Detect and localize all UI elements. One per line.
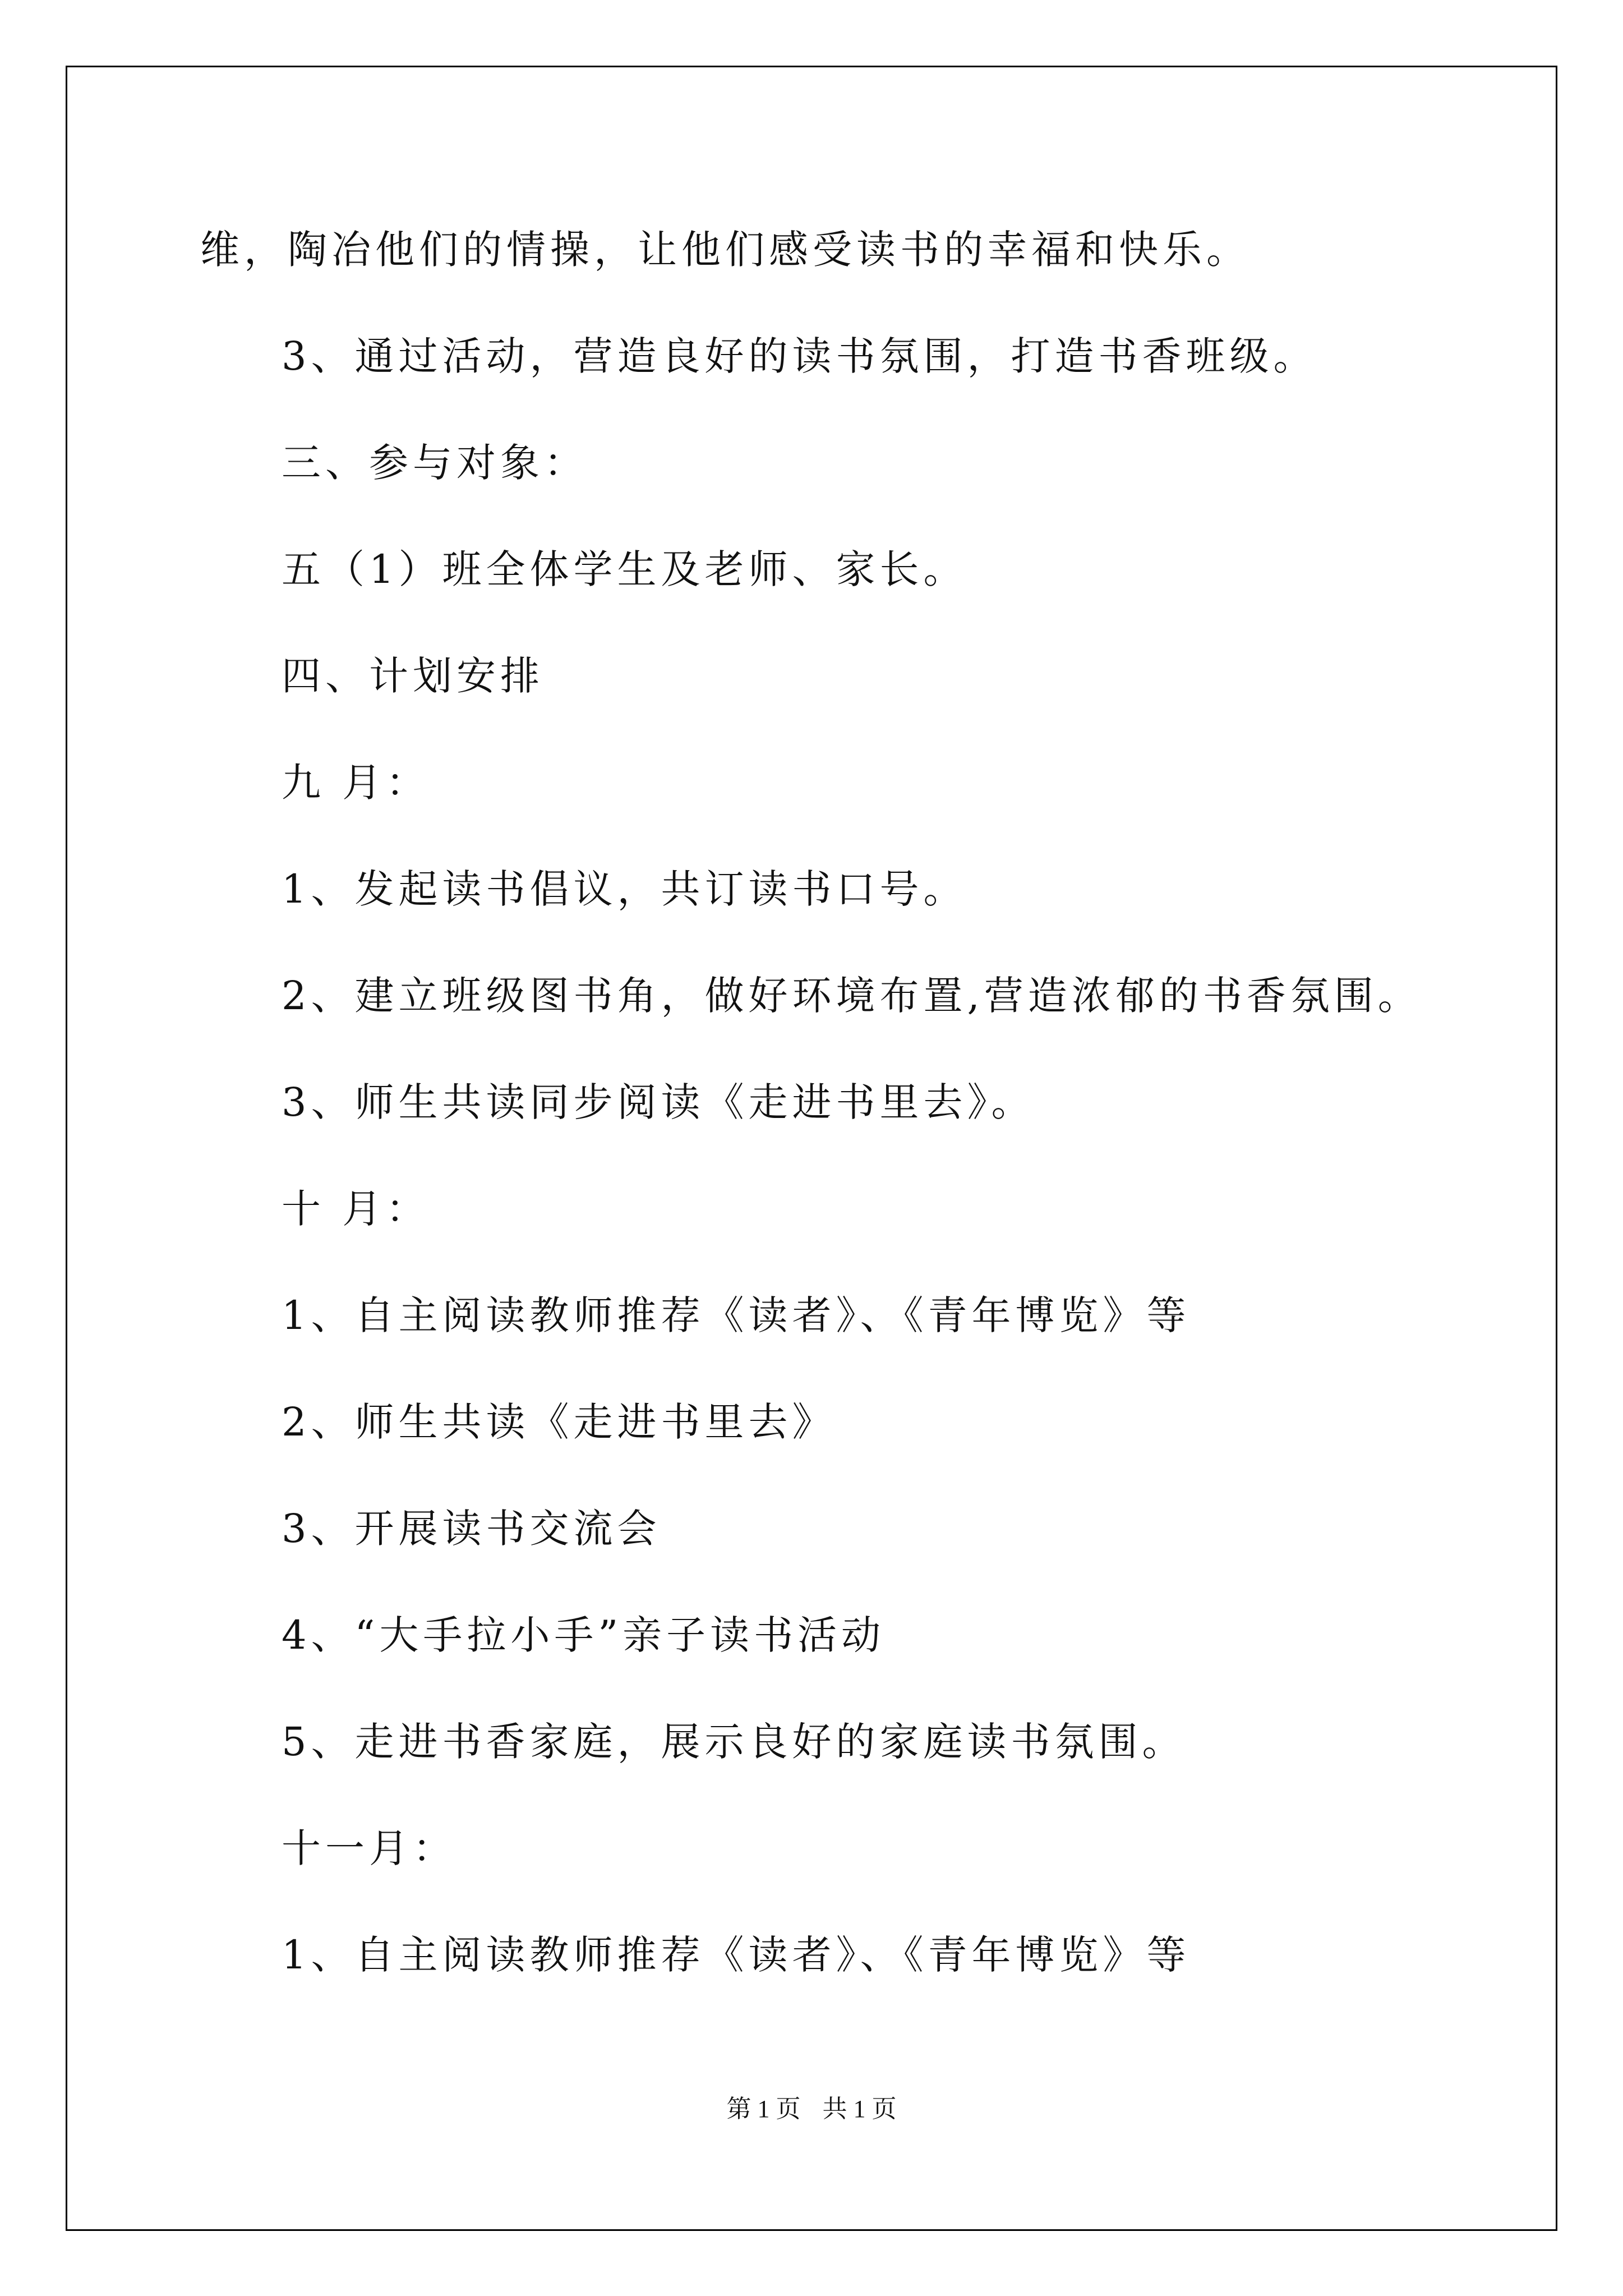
list-item: 1、发起读书倡议，共订读书口号。: [282, 866, 967, 912]
month-heading: 十一月：: [282, 1825, 457, 1871]
month-heading: 十 月：: [282, 1186, 430, 1232]
paragraph: 3、通过活动，营造良好的读书氛围，打造书香班级。: [282, 333, 1317, 379]
paragraph: 五（1）班全体学生及老师、家长。: [282, 546, 967, 592]
list-item: 2、师生共读《走进书里去》: [282, 1399, 836, 1445]
list-item: 3、师生共读同步阅读《走进书里去》。: [282, 1079, 1035, 1125]
page-number: 第 1 页: [726, 2095, 801, 2123]
page-footer: [0, 2092, 1623, 2126]
list-item: 5、走进书香家庭，展示良好的家庭读书氛围。: [282, 1719, 1186, 1765]
list-item: 4、“大手拉小手”亲子读书活动: [282, 1612, 886, 1658]
paragraph-continuation: 维，陶冶他们的情操，让他们感受读书的幸福和快乐。: [200, 227, 1250, 273]
section-heading: 三、参与对象：: [282, 440, 588, 486]
list-item: 1、自主阅读教师推荐《读者》、《青年博览》等: [282, 1292, 1191, 1338]
section-heading: 四、计划安排: [282, 653, 544, 699]
page-total: 共 1 页: [822, 2095, 897, 2123]
list-item: 3、开展读书交流会: [282, 1506, 661, 1552]
list-item: 1、自主阅读教师推荐《读者》、《青年博览》等: [282, 1932, 1191, 1978]
month-heading: 九 月：: [282, 760, 430, 806]
list-item: 2、建立班级图书角，做好环境布置,营造浓郁的书香氛围。: [282, 973, 1422, 1019]
page-border: [66, 66, 1557, 2231]
